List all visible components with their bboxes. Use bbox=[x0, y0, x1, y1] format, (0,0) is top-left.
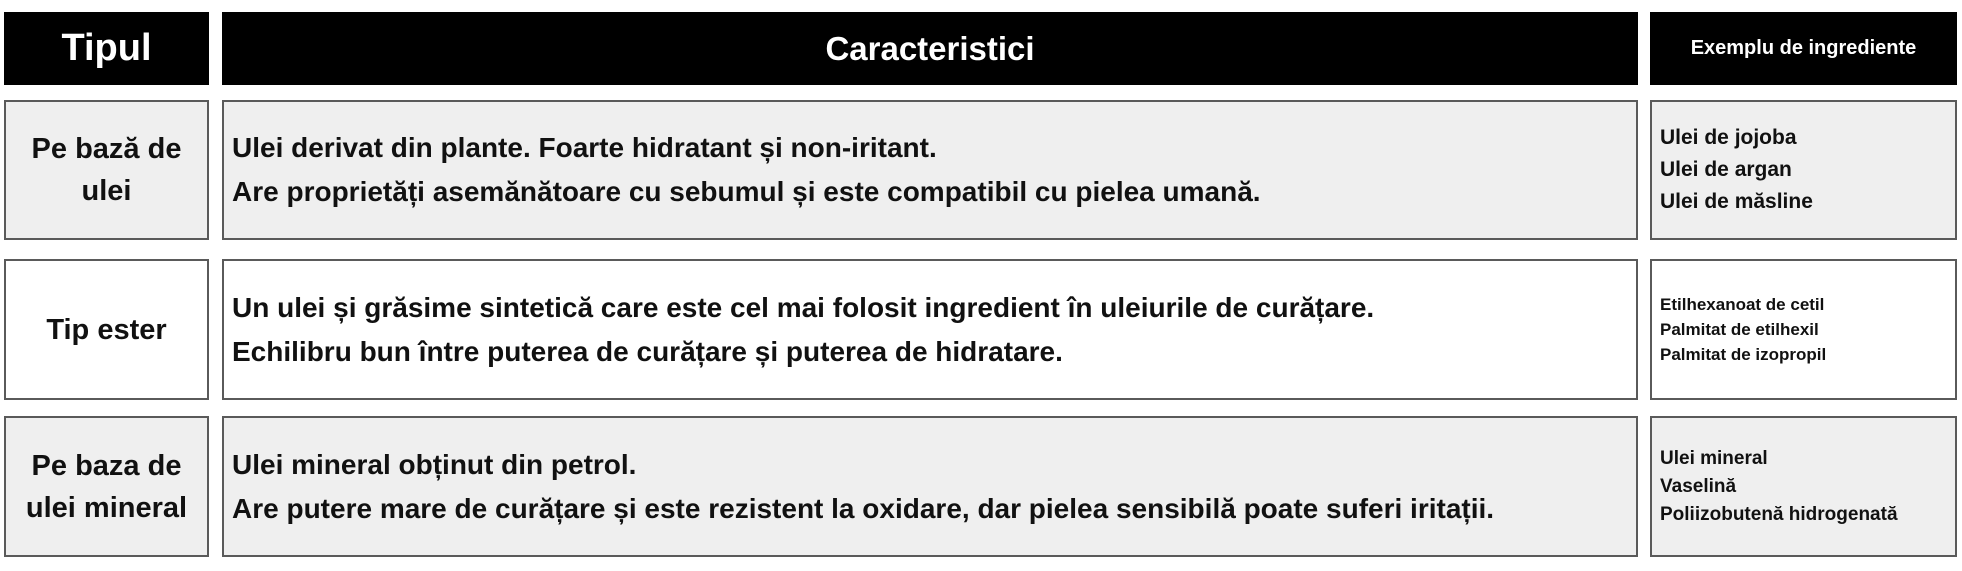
row-2-description-line-2: Echilibru bun între puterea de curățare și puterea de hidratare. bbox=[232, 335, 1063, 367]
row-3-ingredients bbox=[1650, 416, 1957, 557]
row-1-ingredient-1: Ulei de jojoba bbox=[1660, 126, 1797, 149]
row-2-description-line-1: Un ulei și grăsime sintetică care este cel mai folosit ingredient în uleiurile de curățare. bbox=[232, 291, 1375, 323]
row-2-type bbox=[4, 259, 209, 400]
row-3-ingredient-1: Ulei mineral bbox=[1660, 447, 1768, 469]
row-1-type-line-2: ulei bbox=[81, 175, 132, 207]
row-3-type-line-1: Pe baza de bbox=[31, 449, 182, 482]
row-2-ingredient-3: Palmitat de izopropil bbox=[1660, 345, 1827, 364]
header-type bbox=[4, 12, 209, 85]
header-characteristics bbox=[222, 12, 1638, 85]
row-1-type-line-1: Pe bază de bbox=[31, 133, 182, 165]
header-examples bbox=[1650, 12, 1957, 85]
row-2-description bbox=[222, 259, 1638, 400]
header-examples-label: Exemplu de ingrediente bbox=[1690, 37, 1917, 59]
row-3-description-line-2: Are putere mare de curățare și este rezistent la oxidare, dar pielea sensibilă poate suferi iritații. bbox=[232, 492, 1495, 524]
header-characteristics-label: Caracteristici bbox=[825, 29, 1035, 67]
row-3-description bbox=[222, 416, 1638, 557]
row-3-ingredient-3: Poliizobutenă hidrogenată bbox=[1660, 503, 1898, 525]
row-3-type-line-2: ulei mineral bbox=[25, 491, 188, 524]
row-1-description-line-2: Are proprietăți asemănătoare cu sebumul și este compatibil cu pielea umană. bbox=[232, 176, 1261, 207]
row-2-ingredient-2: Palmitat de etilhexil bbox=[1660, 320, 1819, 339]
row-1-type bbox=[4, 100, 209, 240]
row-1-description bbox=[222, 100, 1638, 240]
row-2-ingredients bbox=[1650, 259, 1957, 400]
row-2-ingredient-1: Etilhexanoat de cetil bbox=[1660, 295, 1825, 314]
row-3-description-line-1: Ulei mineral obținut din petrol. bbox=[232, 448, 637, 480]
row-2-type-line-1: Tip ester bbox=[46, 313, 167, 346]
row-3-ingredient-2: Vaselină bbox=[1660, 475, 1737, 497]
row-1-ingredients bbox=[1650, 100, 1957, 240]
header-type-label: Tipul bbox=[61, 27, 152, 69]
row-1-ingredient-3: Ulei de măsline bbox=[1660, 190, 1813, 213]
row-3-type bbox=[4, 416, 209, 557]
row-1-ingredient-2: Ulei de argan bbox=[1660, 158, 1792, 181]
row-1-description-line-1: Ulei derivat din plante. Foarte hidratant și non-iritant. bbox=[232, 132, 937, 163]
